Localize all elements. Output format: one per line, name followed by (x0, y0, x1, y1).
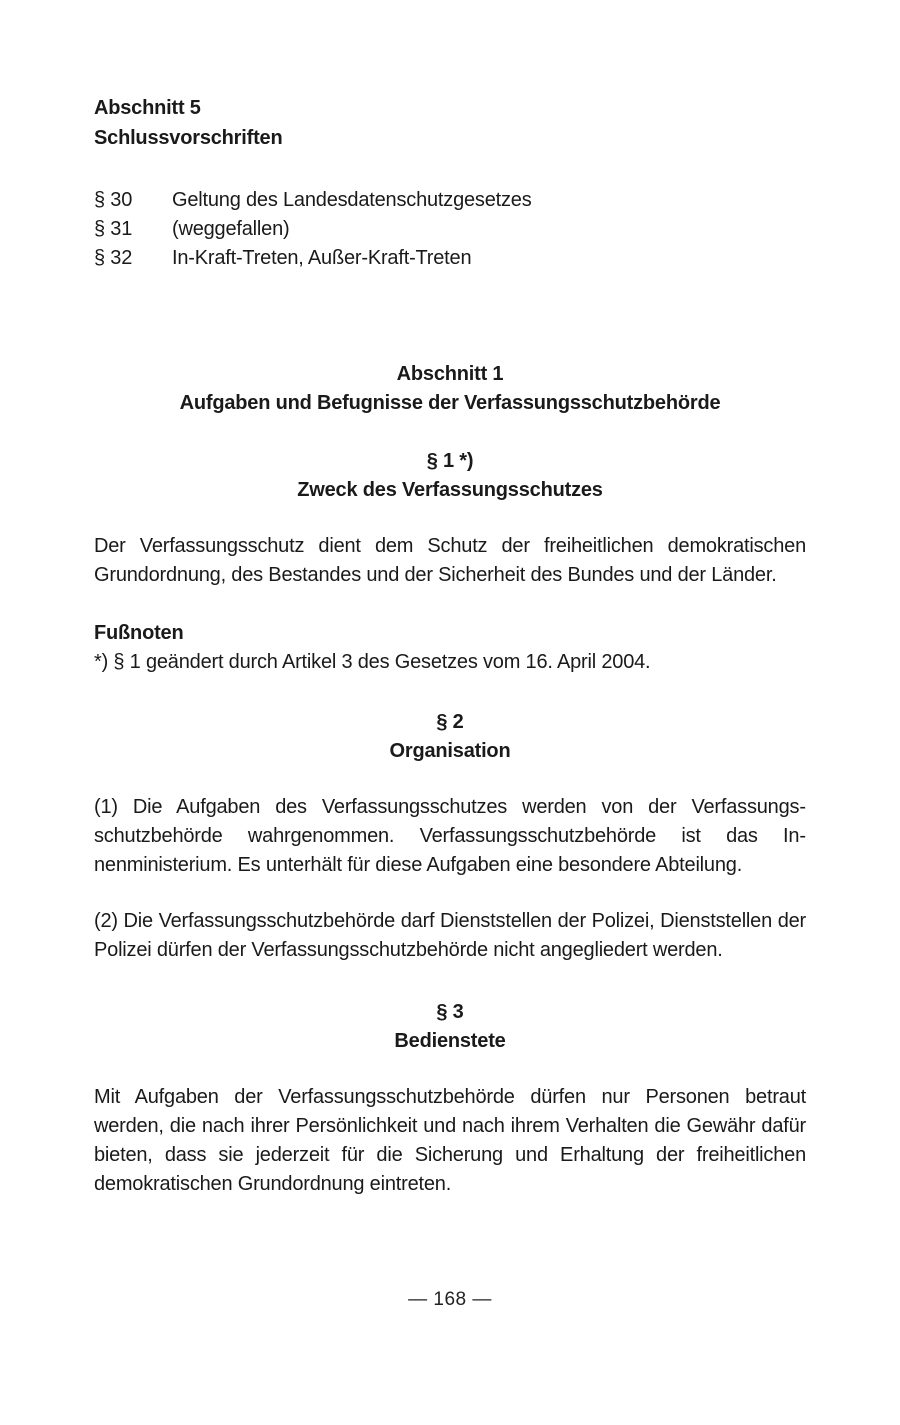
footnotes-block (94, 619, 806, 677)
paragraph-3-number: § 3 (436, 1001, 464, 1023)
paragraph-2-body-1: (1) Die Aufgaben des Verfassungsschutzes werden von der Verfassungsschutzbehörde wahrgenommen. Verfassungsschutzbehörde ist das Innenministerium. Es unterhält für diese Aufgaben eine besondere Abteilung. (94, 796, 806, 876)
paragraph-2-number: § 2 (436, 711, 464, 733)
section-1-label: Abschnitt 1 (396, 363, 504, 385)
toc-entry-title: Geltung des Landesdatenschutzgesetzes (172, 189, 532, 211)
section-1-heading (94, 360, 806, 418)
paragraph-2-body-2: (2) Die Verfassungsschutzbehörde darf Dienststellen der Polizei, Dienststellen der Polizei dürfen der Verfassungsschutzbehörde nicht angegliedert werden. (94, 910, 806, 961)
paragraph-1-heading (94, 447, 806, 505)
paragraph-2-title: Organisation (389, 740, 511, 762)
toc-entry-30 (94, 186, 806, 215)
footnotes-heading: Fußnoten (94, 622, 184, 644)
footnote-1-text: *) § 1 geändert durch Artikel 3 des Gesetzes vom 16. April 2004. (94, 651, 651, 673)
paragraph-3-heading (94, 998, 806, 1056)
toc-entry-number: § 31 (94, 218, 133, 240)
page-number: — 168 — (408, 1289, 492, 1310)
toc-entry-title: In-Kraft-Treten, Außer-Kraft-Treten (172, 247, 472, 269)
paragraph-2-heading (94, 708, 806, 766)
toc-section-title: Schlussvorschriften (94, 127, 283, 149)
toc-entry-number: § 30 (94, 189, 133, 211)
paragraph-1-number: § 1 *) (426, 450, 474, 472)
toc-list (94, 186, 806, 273)
toc-entry-32 (94, 244, 806, 273)
toc-entry-number: § 32 (94, 247, 133, 269)
toc-entry-title: (weggefallen) (172, 218, 290, 240)
toc-heading (94, 93, 806, 153)
section-1-title: Aufgaben und Befugnisse der Verfassungsschutzbehörde (179, 392, 721, 414)
toc-entry-31 (94, 215, 806, 244)
paragraph-3-title: Bedienstete (394, 1030, 506, 1052)
paragraph-1-title: Zweck des Verfassungsschutzes (297, 479, 603, 501)
toc-section-5 (94, 93, 806, 273)
paragraph-1-body: Der Verfassungsschutz dient dem Schutz der freiheitlichen demokratischen Grundordnung, des Bestandes und der Sicherheit des Bundes und der Länder. (94, 535, 806, 586)
paragraph-3-body: Mit Aufgaben der Verfassungsschutzbehörde dürfen nur Personen betraut werden, die nach ihrer Persönlichkeit und nach ihrem Verhalten die Gewähr dafür bieten, dass sie jederzeit für die Sicherung und Erhaltung der freiheitlichen demokratischen Grundordnung eintreten. (94, 1086, 806, 1195)
toc-section-label: Abschnitt 5 (94, 97, 201, 119)
